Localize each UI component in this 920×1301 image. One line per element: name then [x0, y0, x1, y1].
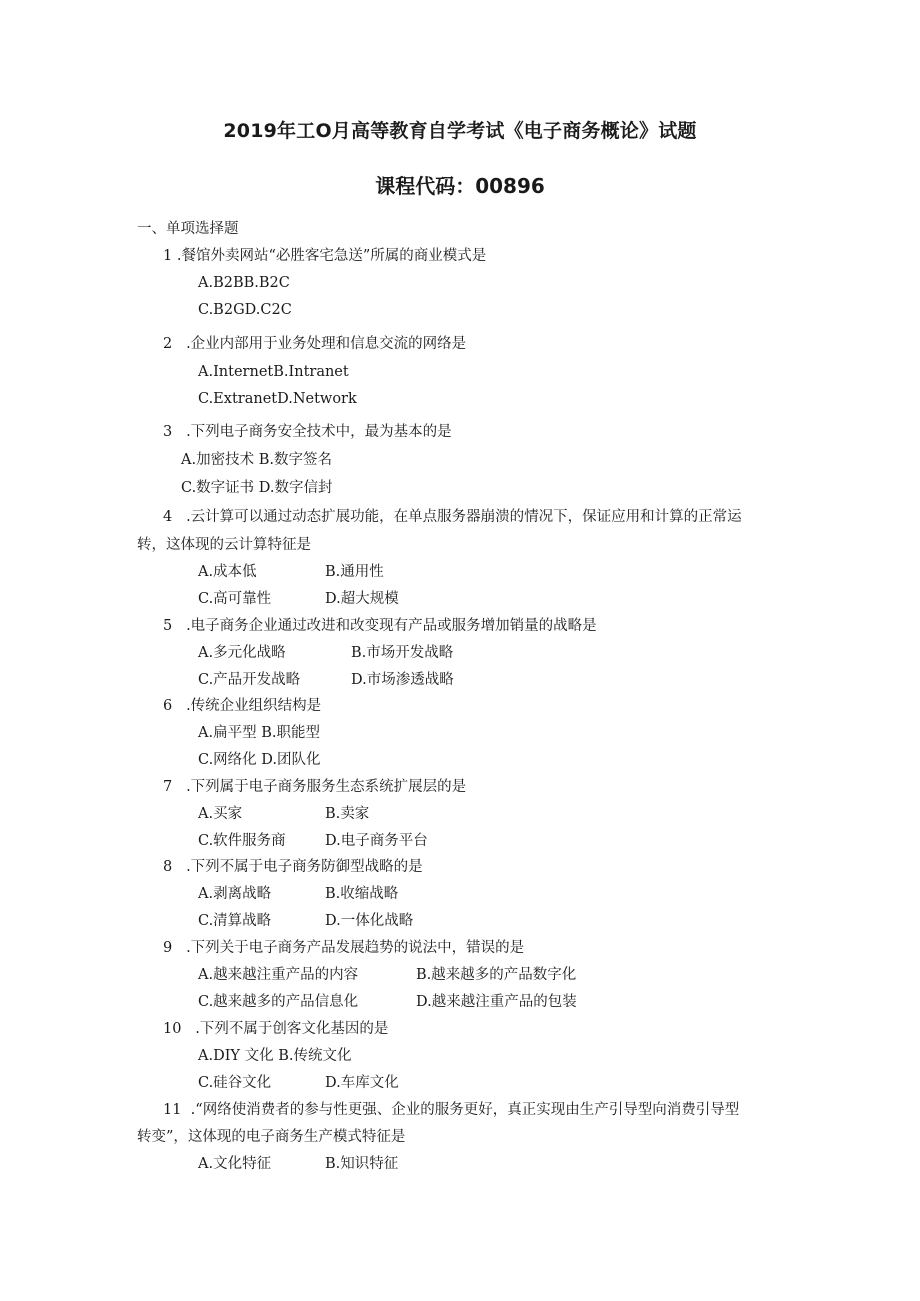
option-a: A.成本低	[198, 564, 257, 580]
question-text: .传统企业组织结构是	[186, 698, 322, 714]
question-text: .下列不属于电子商务防御型战略的是	[186, 859, 423, 875]
option-d: D.超大规模	[325, 591, 399, 607]
option-c: C.越来越多的产品信息化	[198, 994, 359, 1010]
question-text: .企业内部用于业务处理和信息交流的网络是	[186, 336, 467, 352]
option-c: C.产品开发战略	[198, 672, 301, 688]
option-b: B.收缩战略	[325, 886, 399, 902]
question-5	[163, 616, 597, 636]
question-text: .“网络使消费者的参与性更强、企业的服务更好，真正实现由生产引导型向消费引导型	[190, 1102, 740, 1118]
question-10	[163, 1019, 388, 1039]
option-line: A.InternetB.Intranet	[198, 364, 349, 380]
question-number: 11	[163, 1102, 182, 1118]
question-text: .下列电子商务安全技术中，最为基本的是	[186, 424, 452, 440]
question-number: 2	[163, 336, 173, 352]
option-a: A.剥离战略	[198, 886, 272, 902]
option-a: A.文化特征	[198, 1156, 272, 1172]
option-line: C.ExtranetD.Network	[198, 391, 357, 407]
option-line: A.扁平型 B.职能型	[198, 725, 320, 741]
option-b: B.知识特征	[325, 1156, 399, 1172]
option-b: B.卖家	[325, 806, 370, 822]
question-4	[163, 507, 742, 527]
course-code: 课程代码：00896	[375, 174, 545, 198]
option-a: A.多元化战略	[198, 645, 286, 661]
option-d: D.市场渗透战略	[351, 672, 454, 688]
option-b: B.越来越多的产品数字化	[416, 967, 577, 983]
option-a: A.买家	[198, 806, 243, 822]
question-text: .下列不属于创客文化基因的是	[195, 1021, 389, 1037]
option-line: C.B2GD.C2C	[198, 302, 292, 318]
question-number: 10	[163, 1021, 182, 1037]
question-number: 7	[163, 779, 173, 795]
question-number: 9	[163, 940, 173, 956]
question-text-continued: 转变”，这体现的电子商务生产模式特征是	[137, 1129, 406, 1145]
question-number: 1	[163, 248, 173, 264]
question-1	[163, 246, 486, 266]
question-number: 3	[163, 424, 173, 440]
option-c: C.清算战略	[198, 913, 272, 929]
option-c: C.高可靠性	[198, 591, 272, 607]
option-a: A.越来越注重产品的内容	[198, 967, 359, 983]
option-c: C.硅谷文化	[198, 1075, 272, 1091]
option-line: A.DIY 文化 B.传统文化	[198, 1048, 352, 1064]
question-6	[163, 696, 321, 716]
option-line: C.数字证书 D.数字信封	[181, 480, 333, 496]
question-number: 5	[163, 618, 173, 634]
option-line: A.加密技术 B.数字签名	[181, 452, 332, 468]
question-text: .下列属于电子商务服务生态系统扩展层的是	[186, 779, 467, 795]
question-number: 8	[163, 859, 173, 875]
question-text: .下列关于电子商务产品发展趋势的说法中，错误的是	[186, 940, 525, 956]
question-11	[163, 1100, 739, 1120]
question-8	[163, 857, 423, 877]
option-b: B.市场开发战略	[351, 645, 454, 661]
option-d: D.车库文化	[325, 1075, 399, 1091]
question-text: .电子商务企业通过改进和改变现有产品或服务增加销量的战略是	[186, 618, 597, 634]
question-9	[163, 938, 524, 958]
question-2	[163, 334, 466, 354]
section-heading: 一、单项选择题	[137, 221, 239, 237]
question-number: 6	[163, 698, 173, 714]
question-number: 4	[163, 509, 173, 525]
option-c: C.软件服务商	[198, 833, 286, 849]
question-text: .餐馆外卖网站“必胜客宅急送”所属的商业模式是	[176, 248, 487, 264]
question-3	[163, 422, 452, 442]
option-line: C.网络化 D.团队化	[198, 752, 321, 768]
question-text: .云计算可以通过动态扩展功能，在单点服务器崩溃的情况下，保证应用和计算的正常运	[186, 509, 742, 525]
option-d: D.电子商务平台	[325, 833, 428, 849]
document-title: 2019年工O月高等教育自学考试《电子商务概论》试题	[223, 120, 697, 142]
option-b: B.通用性	[325, 564, 384, 580]
option-line: A.B2BB.B2C	[198, 275, 290, 291]
question-7	[163, 777, 466, 797]
question-text-continued: 转，这体现的云计算特征是	[137, 537, 311, 553]
option-d: D.一体化战略	[325, 913, 414, 929]
option-d: D.越来越注重产品的包装	[416, 994, 577, 1010]
